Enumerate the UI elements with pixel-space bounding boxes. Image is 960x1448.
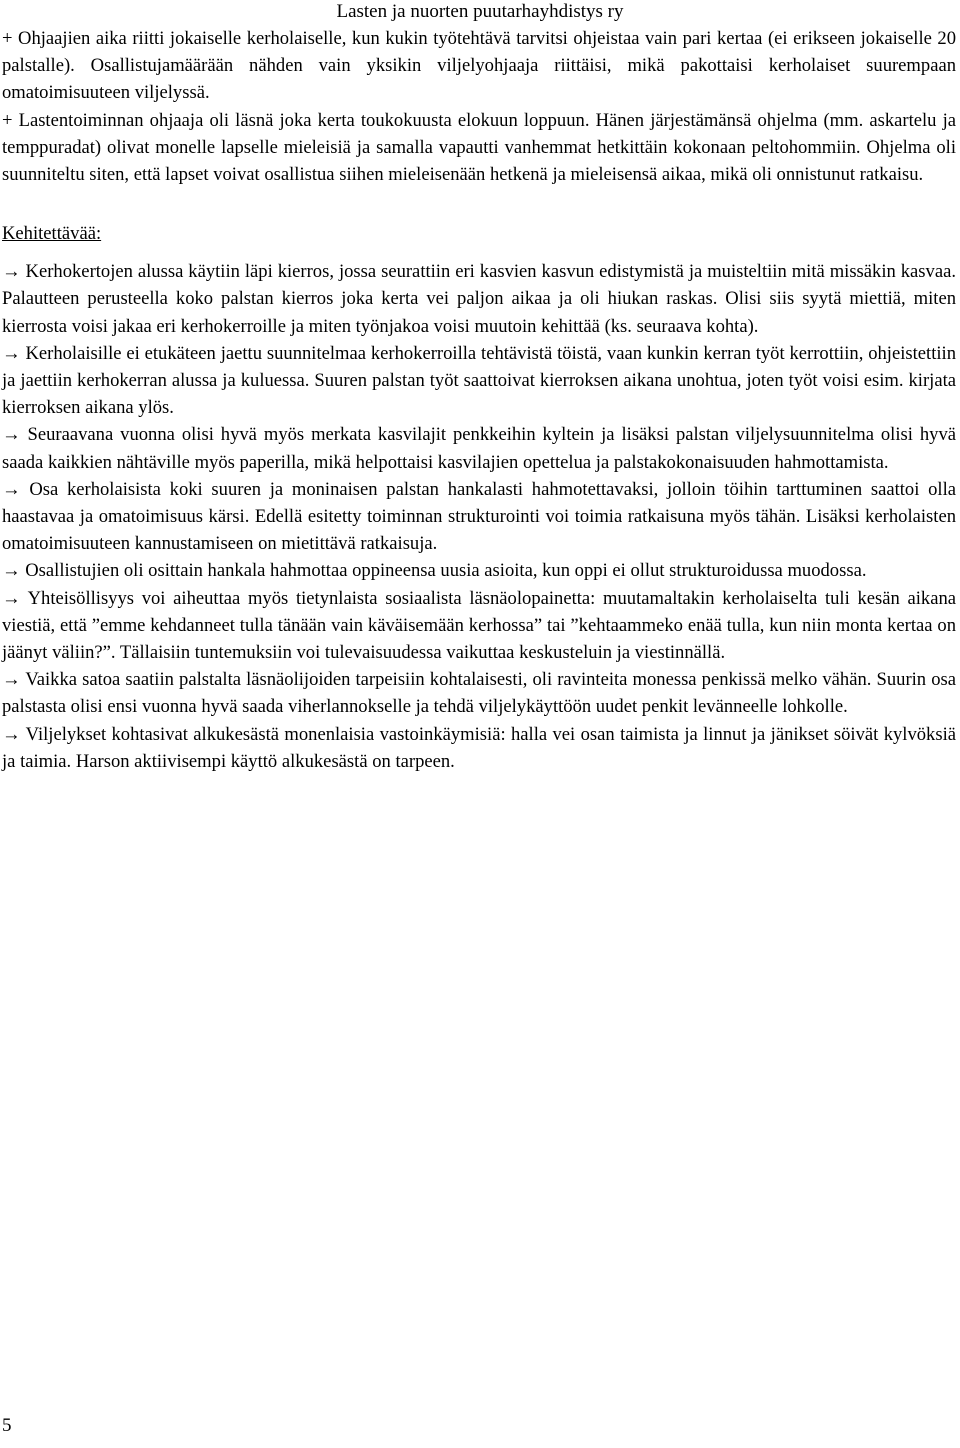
improvement-list bbox=[2, 258, 956, 775]
intro-section bbox=[2, 25, 956, 188]
improvement-item: → Kerhokertojen alussa käytiin läpi kierros, jossa seurattiin eri kasvien kasvun edistymistä ja muisteltiin mitä missäkin kasvaa. Palautteen perusteella koko palstan kierros joka kerta vei paljon aikaa ja oli hiukan raskas. Olisi siis syytä miettiä, miten kierrosta voisi jakaa eri kerhokerroille ja miten työnjakoa voisi muutoin kehittää (ks. seuraava kohta). bbox=[2, 261, 956, 337]
page-content bbox=[2, 25, 956, 775]
intro-paragraph: + Ohjaajien aika riitti jokaiselle kerholaiselle, kun kukin työtehtävä tarvitsi ohjeistaa vain pari kertaa (ei erikseen jokaiselle 20 palstalle). Osallistujamäärään nähden vain yksikin viljelyohjaaja riittäisi, mikä pakottaisi kerholaiset suurempaan omatoimisuuteen viljelyssä. bbox=[2, 28, 956, 104]
organization-title: Lasten ja nuorten puutarhayhdistys ry bbox=[336, 1, 624, 22]
improvement-item: → Kerholaisille ei etukäteen jaettu suunnitelmaa kerhokerroilla tehtävistä töistä, vaan kunkin kerran työt kerrottiin, ohjeistettiin ja jaettiin kerhokerran alussa ja kuluessa. Suuren palstan työt saattoivat kierroksen aikana unohtua, joten työt voisi esim. kirjata kierroksen aikana ylös. bbox=[2, 342, 956, 419]
improvement-item: → Osa kerholaisista koki suuren ja moninaisen palstan hankalasti hahmotettavaksi, jolloin töihin tarttuminen saattoi olla haastavaa ja omatoimisuus kärsi. Edellä esitetty toiminnan strukturointi voi toimia ratkaisuna myös tähän. Lisäksi kerholaisten omatoimisuuteen kannustamiseen on mietittävä ratkaisuja. bbox=[2, 478, 956, 555]
page-header bbox=[0, 0, 960, 24]
improvement-item: → Seuraavana vuonna olisi hyvä myös merkata kasvilajit penkkeihin kyltein ja lisäksi palstan viljelysuunnitelma olisi hyvä saada kaikkien nähtäville myös paperilla, mikä helpottaisi kasvilajien opettelua ja palstakokonaisuuden hahmottamista. bbox=[2, 424, 956, 473]
page-number: 5 bbox=[2, 1415, 12, 1436]
improvement-item: → Osallistujien oli osittain hankala hahmottaa oppineensa uusia asioita, kun oppi ei ollut strukturoidussa muodossa. bbox=[2, 560, 867, 582]
improvement-item: → Yhteisöllisyys voi aiheuttaa myös tietynlaista sosiaalista läsnäolopainetta: muutamaltakin kerholaiselta tuli kesän aikana viestiä, että ”emme kehdanneet tulla tänään vain käväisemään kerhossa” tai ”kehtaammeko enää tulla, kun niin monta kertaa on jäänyt väliin?”. Tällaisiin tuntemuksiin voi tulevaisuudessa vaikuttaa keskusteluin ja viestinnällä. bbox=[2, 587, 956, 664]
section-heading: Kehitettävää: bbox=[2, 223, 102, 245]
improvement-item: → Viljelykset kohtasivat alkukesästä monenlaisia vastoinkäymisiä: halla vei osan taimista ja linnut ja jänikset söivät kylvöksiä ja taimia. Harson aktiivisempi käyttö alkukesästä on tarpeen. bbox=[2, 723, 956, 772]
section-spacer bbox=[2, 188, 956, 220]
improvement-item: → Vaikka satoa saatiin palstalta läsnäolijoiden tarpeisiin kohtalaisesti, oli ravinteita monessa penkissä melko vähän. Suurin osa palstasta olisi ensi vuonna hyvä saada viherlannokselle ja tehdä viljelykäyttöön uudet penkit levänneelle lohkolle. bbox=[2, 669, 956, 718]
intro-paragraph: + Lastentoiminnan ohjaaja oli läsnä joka kerta toukokuusta elokuun loppuun. Hänen järjestämänsä ohjelma (mm. askartelu ja temppuradat) olivat monelle lapselle mieleisiä ja samalla vapautti vanhemmat hetkittäin kokonaan peltohommiin. Ohjelma oli suunniteltu siten, että lapset voivat osallistua siihen mieleisenään hetkenä ja mieleisensä aikaa, mikä oli onnistunut ratkaisu. bbox=[2, 109, 956, 186]
